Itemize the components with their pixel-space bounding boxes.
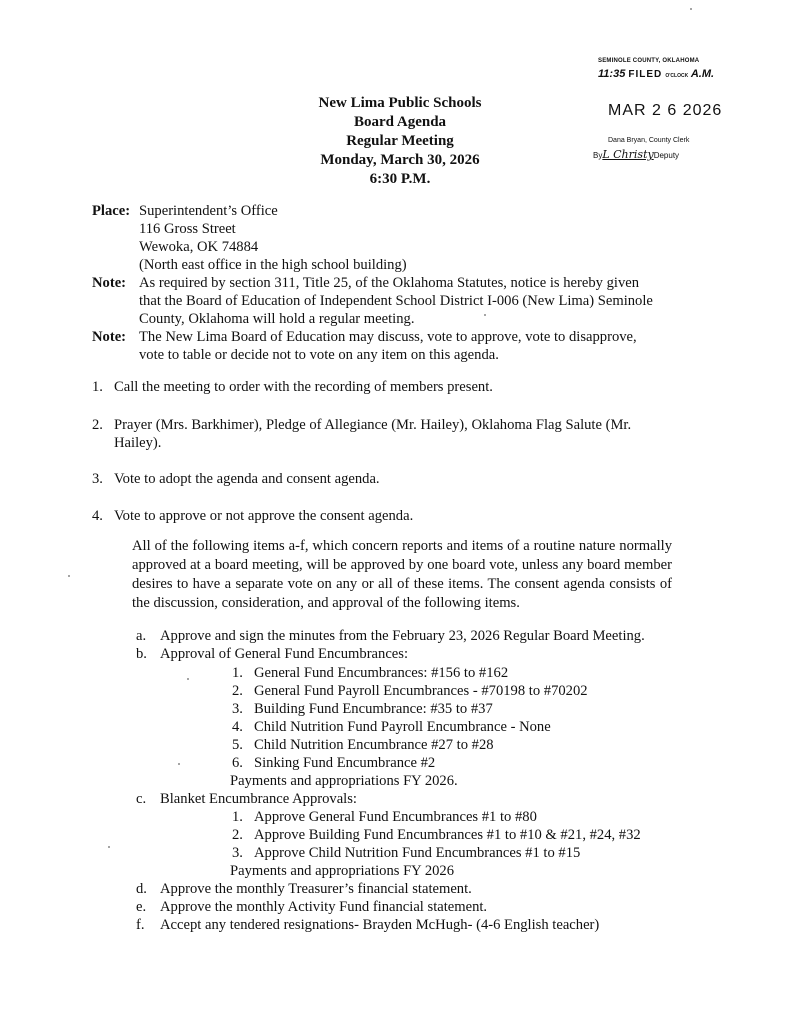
item-text: Hailey). (114, 435, 162, 451)
blanket-text: Approve General Fund Encumbrances #1 to #80 (254, 809, 537, 825)
item-text: Vote to adopt the agenda and consent agenda. (114, 471, 380, 487)
sub-letter: d. (136, 881, 147, 897)
note-line: As required by section 311, Title 25, of the Oklahoma Statutes, notice is hereby given (139, 275, 640, 291)
fund-number: 4. (232, 719, 243, 735)
scan-speck (68, 575, 70, 577)
place-line: Wewoka, OK 74884 (139, 239, 259, 255)
meeting-time: 6:30 P.M. (369, 171, 431, 187)
sub-letter: c. (136, 791, 147, 807)
note-line: County, Oklahoma will hold a regular meeting. (139, 311, 415, 327)
stamp-deputy: Deputy (653, 151, 680, 160)
fund-text: Sinking Fund Encumbrance #2 (254, 755, 436, 771)
place-line: Superintendent’s Office (139, 203, 278, 219)
note-label: Note: (92, 329, 127, 345)
sub-letter: e. (136, 899, 147, 915)
sub-letter: a. (136, 628, 147, 644)
blanket-number: 3. (232, 845, 243, 861)
stamp-by: By (593, 151, 603, 160)
fund-number: 6. (232, 755, 243, 771)
item-number: 4. (92, 508, 103, 524)
blanket-text: Approve Child Nutrition Fund Encumbrances #1 to #15 (254, 845, 581, 861)
blanket-number: 2. (232, 827, 243, 843)
sub-text: Blanket Encumbrance Approvals: (160, 791, 357, 807)
sub-letter: b. (136, 646, 147, 662)
item-text: Prayer (Mrs. Barkhimer), Pledge of Allegiance (Mr. Hailey), Oklahoma Flag Salute (Mr. (114, 417, 632, 433)
stamp-filed-label: FILED (628, 69, 663, 80)
fund-text: Child Nutrition Fund Payroll Encumbrance - None (254, 719, 551, 735)
stamp-by-line (593, 148, 679, 161)
note-label: Note: (92, 275, 127, 291)
payments-line: Payments and appropriations FY 2026. (230, 773, 458, 789)
meeting-type: Regular Meeting (346, 133, 454, 149)
meeting-date: Monday, March 30, 2026 (320, 152, 480, 168)
scan-speck (178, 763, 180, 765)
school-name: New Lima Public Schools (318, 95, 482, 111)
fund-number: 2. (232, 683, 243, 699)
fund-text: Building Fund Encumbrance: #35 to #37 (254, 701, 493, 717)
payments-line: Payments and appropriations FY 2026 (230, 863, 455, 879)
stamp-clerk: Dana Bryan, County Clerk (608, 137, 690, 144)
stamp-date: MAR 2 6 2026 (608, 102, 723, 119)
item-number: 3. (92, 471, 103, 487)
agenda-header (280, 94, 520, 189)
fund-text: Child Nutrition Encumbrance #27 to #28 (254, 737, 494, 753)
fund-text: General Fund Encumbrances: #156 to #162 (254, 665, 509, 681)
place-label: Place: (92, 203, 131, 219)
scan-speck (690, 8, 692, 10)
item-number: 1. (92, 379, 103, 395)
blanket-number: 1. (232, 809, 243, 825)
place-line: (North east office in the high school building) (139, 257, 407, 273)
sub-text: Approve the monthly Activity Fund financial statement. (160, 899, 488, 915)
stamp-filed-line (598, 68, 714, 80)
sub-text: Approval of General Fund Encumbrances: (160, 646, 409, 662)
scan-speck (187, 678, 189, 680)
stamp-oclock: O'CLOCK (665, 73, 689, 79)
scan-speck (108, 846, 110, 848)
note-line: vote to table or decide not to vote on any item on this agenda. (139, 347, 499, 363)
item-text: Call the meeting to order with the recording of members present. (114, 379, 493, 395)
sub-letter: f. (136, 917, 145, 933)
fund-text: General Fund Payroll Encumbrances - #70198 to #70202 (254, 683, 588, 699)
note-line: that the Board of Education of Independent School District I-006 (New Lima) Seminole (139, 293, 653, 309)
sub-text: Approve and sign the minutes from the February 23, 2026 Regular Board Meeting. (160, 628, 645, 644)
sub-text: Approve the monthly Treasurer’s financial statement. (160, 881, 472, 897)
agenda-title: Board Agenda (353, 114, 447, 130)
stamp-time: 11:35 (598, 68, 626, 80)
note-line: The New Lima Board of Education may discuss, vote to approve, vote to disapprove, (139, 329, 637, 345)
fund-number: 5. (232, 737, 243, 753)
fund-number: 3. (232, 701, 243, 717)
stamp-ampm: A.M. (690, 68, 715, 80)
fund-number: 1. (232, 665, 243, 681)
consent-paragraph: All of the following items a-f, which concern reports and items of a routine nature normally approved at a board meeting, will be approved by one board vote, unless any board member desires to have a separate vote on any or all of these items. The consent agenda consists of the discussion, consideration, and approval of the following items. (132, 538, 672, 611)
stamp-county: SEMINOLE COUNTY, OKLAHOMA (598, 58, 700, 64)
item-number: 2. (92, 417, 103, 433)
stamp-signature: L Christy (602, 148, 654, 161)
scan-speck (484, 314, 486, 316)
sub-text: Accept any tendered resignations- Brayden McHugh- (4-6 English teacher) (160, 917, 600, 933)
item-text: Vote to approve or not approve the consent agenda. (114, 508, 414, 524)
place-line: 116 Gross Street (139, 221, 236, 237)
blanket-text: Approve Building Fund Encumbrances #1 to #10 & #21, #24, #32 (254, 827, 641, 843)
